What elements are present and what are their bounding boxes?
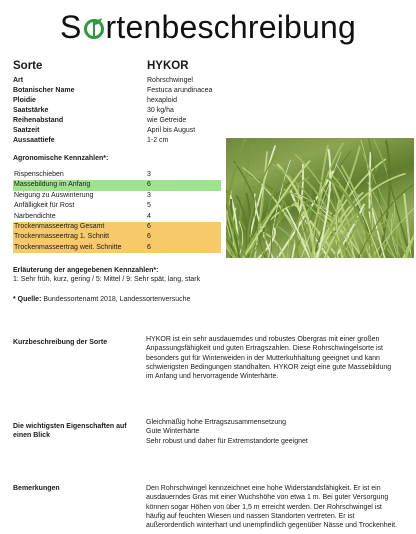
section-text-line: Gleichmäßig hohe Ertragszusammensetzung xyxy=(146,419,287,426)
detail-value: 30 kg/ha xyxy=(147,107,174,114)
detail-label: Saatzeit xyxy=(13,127,40,134)
section-text-line: Den Rohrschwingel kennzeichnet eine hohe Widerstandsfähigkeit. Er ist ein xyxy=(146,485,381,492)
section-label xyxy=(13,338,138,347)
grass-blade xyxy=(413,177,414,258)
agronomic-row xyxy=(13,222,221,232)
section-text xyxy=(146,335,410,381)
explanation-text: 1: Sehr früh, kurz, gering / 5: Mittel / 9: Sehr spät, lang, stark xyxy=(13,276,201,283)
section-label xyxy=(13,422,138,440)
detail-value: 1-2 cm xyxy=(147,137,169,144)
detail-label: Aussaattiefe xyxy=(13,137,55,144)
variety-header-label: Sorte xyxy=(13,60,43,72)
title-suffix: rtenbeschreibung xyxy=(105,9,357,45)
agronomic-value: 6 xyxy=(147,243,151,251)
detail-label: Ploidie xyxy=(13,97,36,104)
agronomic-value: 3 xyxy=(147,191,151,199)
variety-name: HYKOR xyxy=(147,60,189,72)
section-text-line: HYKOR ist ein sehr ausdauerndes und robustes Obergras mit einer großen xyxy=(146,336,380,343)
agronomic-value: 6 xyxy=(147,223,151,230)
detail-value: April bis August xyxy=(147,127,196,134)
agronomic-value: 6 xyxy=(147,233,151,241)
page-title xyxy=(0,9,416,45)
source-label: * Quelle: xyxy=(13,296,42,303)
detail-label: Botanischer Name xyxy=(13,87,75,94)
source-note xyxy=(13,296,190,303)
section-text-line: Anpassungsfähigkeit und guten Ertragszahlen. Diese Rohrschwingelsorte ist xyxy=(146,345,383,353)
detail-value: Festuca arundinacea xyxy=(147,87,213,94)
agronomic-row xyxy=(13,212,221,222)
section-label-line: Kurzbeschreibung der Sorte xyxy=(13,339,108,346)
detail-label: Saatstärke xyxy=(13,107,49,114)
agronomic-title: Agronomische Kennzahlen*: xyxy=(13,155,109,162)
agronomic-value: 6 xyxy=(147,181,151,189)
title-prefix: S xyxy=(59,9,82,45)
detail-value: Rohrschwingel xyxy=(147,77,193,84)
seedling-circle-icon xyxy=(83,16,105,40)
detail-label: Art xyxy=(13,77,24,84)
agronomic-label: Massebildung im Anfang xyxy=(14,181,91,189)
source-text: Bundessortenamt 2018, Landessortenversuche xyxy=(41,296,191,303)
section-text xyxy=(146,484,410,530)
section-label xyxy=(13,484,138,493)
agronomic-row xyxy=(13,170,221,180)
section-text-line: außerordentlich winterhart und unempfindlich gegenüber Nässe und Trockenheit. xyxy=(146,522,397,530)
agronomic-value: 3 xyxy=(147,171,151,178)
explanation-title: Erläuterung der angegebenen Kennzahlen*: xyxy=(13,267,159,274)
section-text-line: schwierigsten Bedingungen standhalten. HYKOR zeigt eine gute Massebildung xyxy=(146,363,392,371)
agronomic-row xyxy=(13,180,221,190)
section-text-line: Sehr robust und daher für Extremstandorte geeignet xyxy=(146,437,308,445)
section-label-line: Die wichtigsten Eigenschaften auf xyxy=(13,423,127,430)
detail-label: Reihenabstand xyxy=(13,117,64,124)
section-text-line: Gute Winterhärte xyxy=(146,428,200,436)
section-text-line: können sogar Höhen von über 1,5 m erreicht werden. Der Rohrschwingel ist xyxy=(146,503,382,511)
agronomic-row xyxy=(13,232,221,242)
section-text xyxy=(146,418,410,446)
detail-value: wie Getreide xyxy=(147,117,187,124)
section-label-line: Bemerkungen xyxy=(13,485,60,492)
section-text-line: ausdauerndes Gras mit einer Wuchshöhe von etwa 1 m. Bei guter Versorgung xyxy=(146,494,389,502)
agronomic-label: Trockenmasseertrag 1. Schnitt xyxy=(14,233,110,241)
agronomic-row xyxy=(13,201,221,211)
agronomic-label: Narbendichte xyxy=(14,212,56,220)
agronomic-label: Neigung zu Auswinterung xyxy=(14,191,94,199)
section-text-line: im Anfang und hervorragende Winterhärte. xyxy=(146,373,279,381)
agronomic-label: Anfälligkeit für Rost xyxy=(14,202,75,210)
grass-photo xyxy=(226,138,414,258)
section-text-line: häufig auf feuchten Wiesen und nassen Standorten vertreten. Er ist xyxy=(146,512,355,520)
agronomic-label: Trockenmasseertrag weit. Schnitte xyxy=(14,243,122,251)
section-text-line: besonders gut für Winterweiden in der Mutterkuhhaltung geeignet und kann xyxy=(146,354,380,362)
agronomic-label: Trockenmasseertrag Gesamt xyxy=(14,223,105,230)
agronomic-row xyxy=(13,243,221,253)
agronomic-value: 4 xyxy=(147,212,151,220)
detail-value: hexaploid xyxy=(147,97,177,104)
agronomic-row xyxy=(13,191,221,201)
section-label-line: einen Blick xyxy=(13,432,50,439)
agronomic-label: Rispenschieben xyxy=(14,171,64,178)
agronomic-value: 5 xyxy=(147,202,151,210)
